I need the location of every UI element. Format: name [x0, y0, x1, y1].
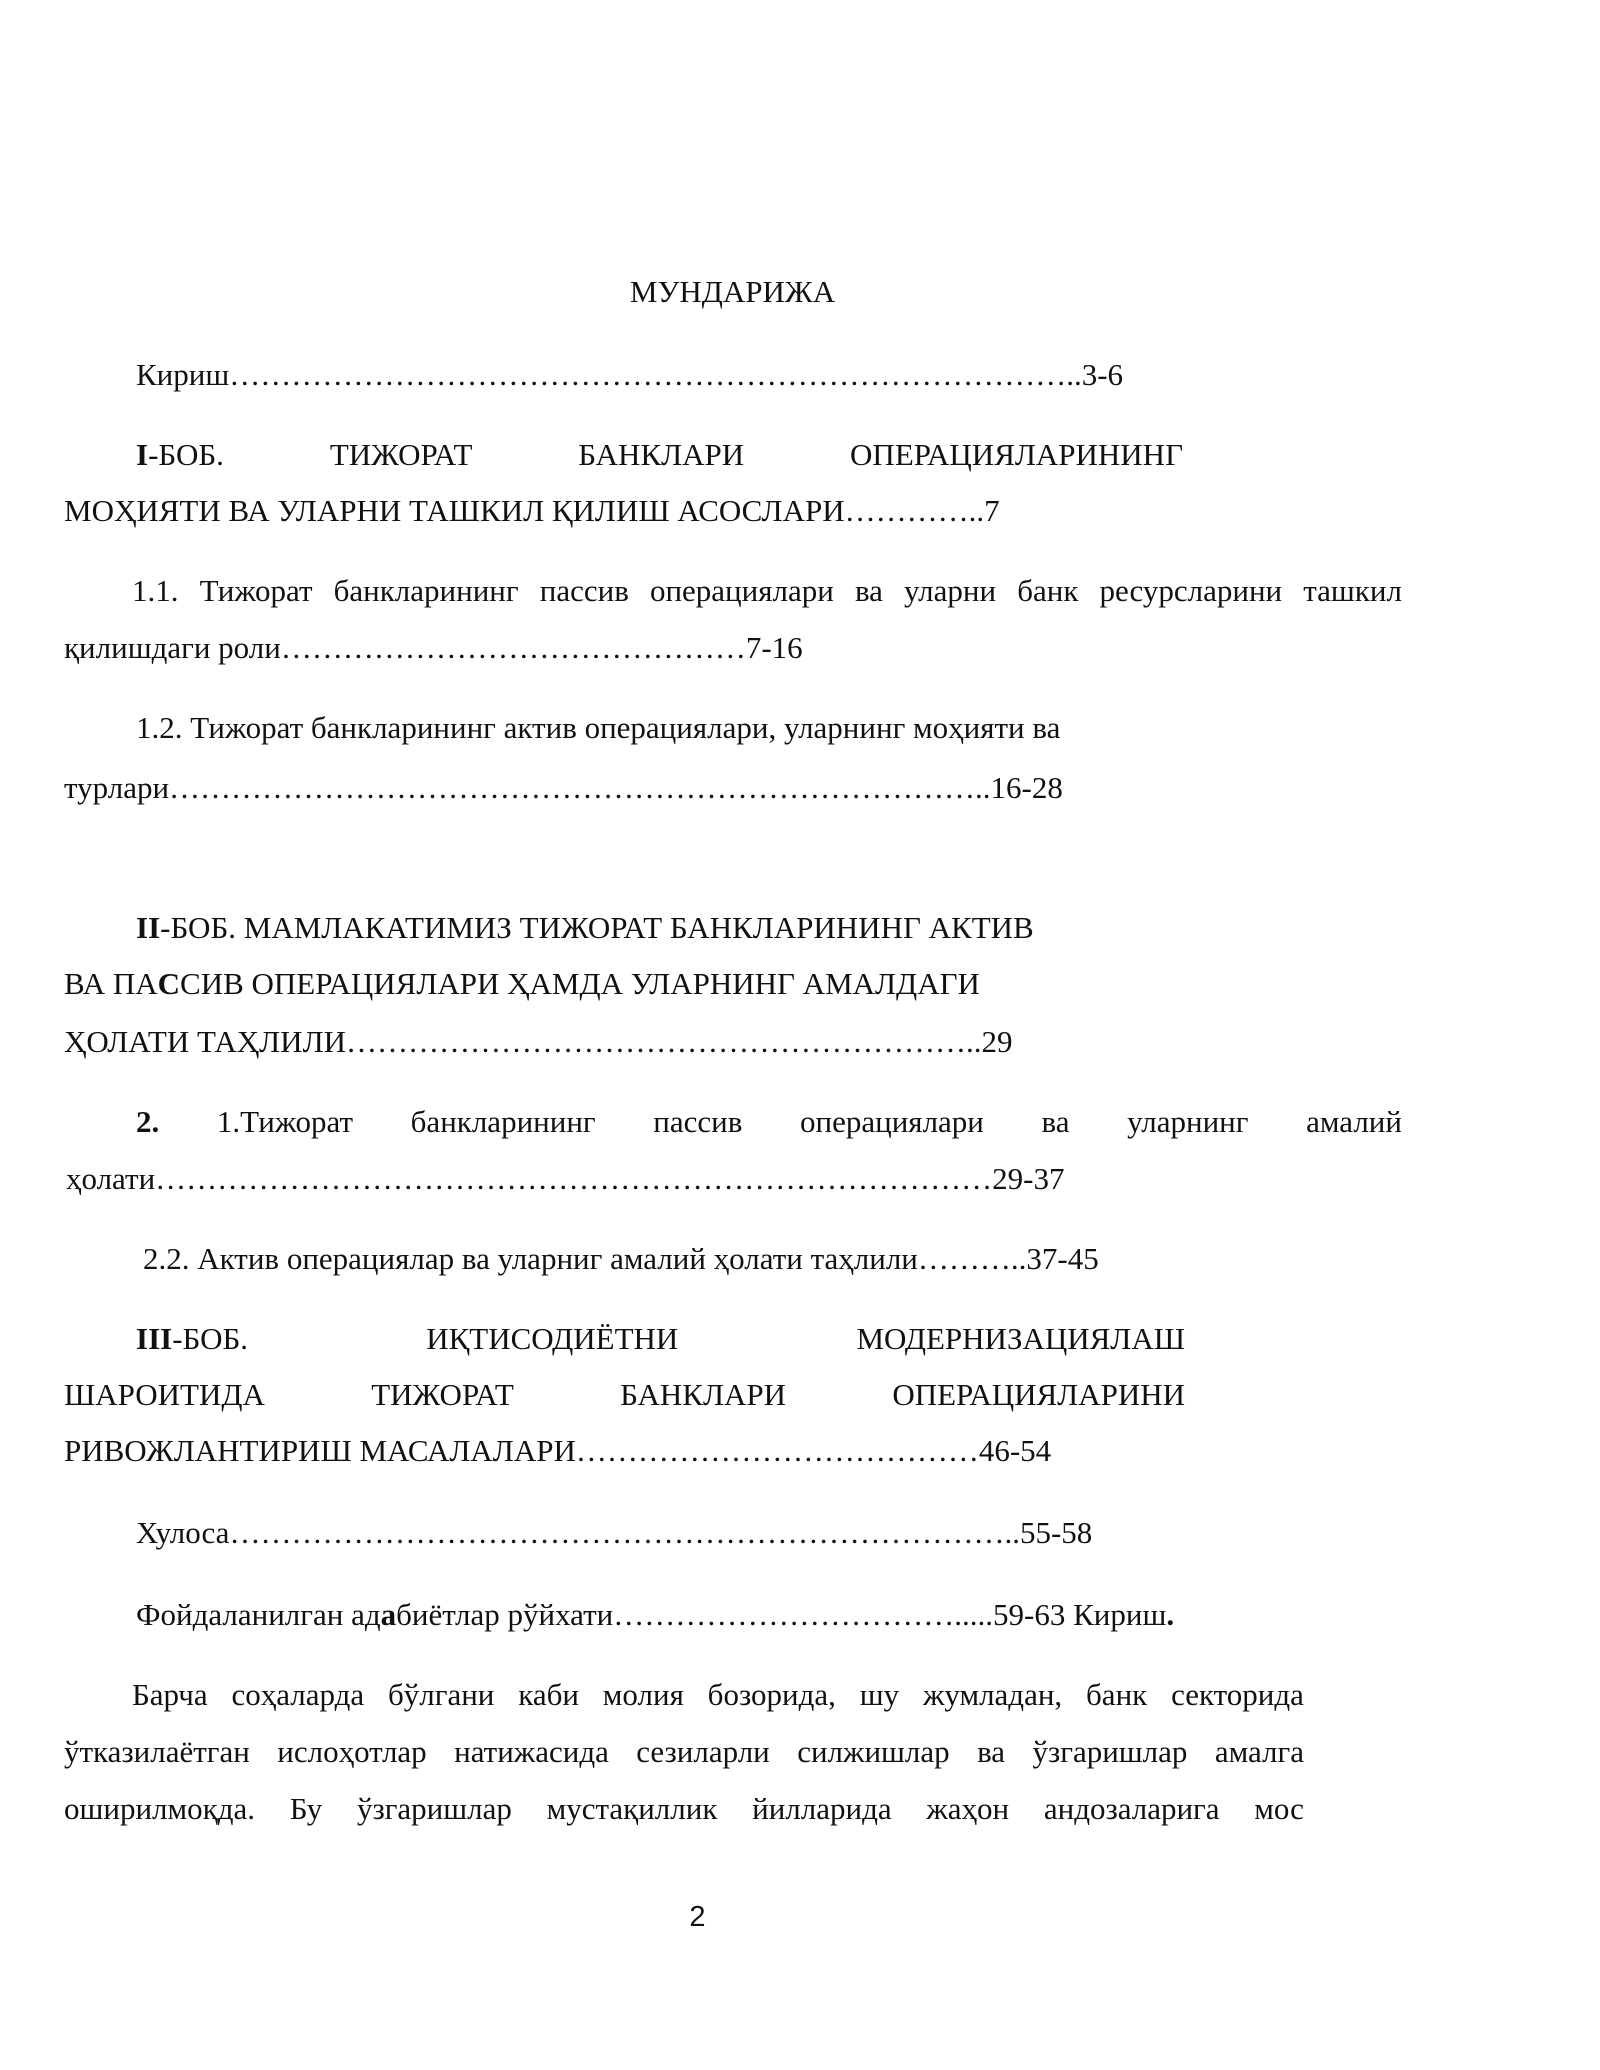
body-paragraph-line2: ўтказилаётган ислоҳотлар натижасида сезиларли силжишлар ва ўзгаришлар амалга	[64, 1734, 1304, 1769]
toc-entry-conclusion: Хулоса…………………………………………………………………..55-58	[136, 1515, 1093, 1550]
body-paragraph-line1: Барча соҳаларда бўлгани каби молия бозорида, шу жумладан, банк секторида	[132, 1677, 1304, 1712]
toc-section-1-2-line2: турлари……………………………………………………………………..16-28	[64, 770, 1063, 805]
toc-entry-references: Фойдаланилган адабиётлар рўйхати…………………………….....59-63 Кириш.	[136, 1597, 1175, 1632]
toc-chapter-2-line1: II-БОБ. МАМЛАКАТИМИЗ ТИЖОРАТ БАНКЛАРИНИНГ АКТИВ	[136, 910, 1034, 945]
chapter-2-number: II	[136, 910, 161, 945]
chapter-3-number: III	[136, 1321, 173, 1356]
toc-chapter-3-line3: РИВОЖЛАНТИРИШ МАСАЛАЛАРИ…………………………………46-54	[64, 1433, 1052, 1468]
section-2-number: 2.	[136, 1104, 160, 1139]
toc-entry-intro: Кириш………………………………………………………………………..3-6	[136, 357, 1124, 392]
toc-chapter-2-line2: ВА ПАССИВ ОПЕРАЦИЯЛАРИ ҲАМДА УЛАРНИНГ АМАЛДАГИ	[64, 966, 980, 1001]
toc-chapter-1-line1	[136, 439, 1183, 470]
toc-section-1-1-line1: 1.1. Тижорат банкларининг пассив операциялари ва уларни банк ресурсларини ташкил	[132, 573, 1402, 608]
toc-section-2-1-line2: ҳолати………………………………………………………………………29-37	[66, 1161, 1065, 1196]
body-paragraph-line3: оширилмоқда. Бу ўзгаришлар мустақиллик йилларида жаҳон андозаларига мос	[64, 1791, 1304, 1826]
page-number: 2	[689, 1901, 706, 1933]
toc-chapter-3-label: III-БОБ.	[136, 1321, 249, 1356]
toc-chapter-1-line2: МОҲИЯТИ ВА УЛАРНИ ТАШКИЛ ҚИЛИШ АСОСЛАРИ…………..7	[64, 493, 1000, 528]
toc-chapter-1-label: I-БОБ.	[136, 437, 224, 472]
toc-chapter-3-line1: III-БОБ. ИҚТИСОДИЁТНИ МОДЕРНИЗАЦИЯЛАШ	[136, 1321, 1185, 1356]
page-title: МУНДАРИЖА	[629, 274, 836, 309]
toc-word: БАНКЛАРИ	[578, 437, 745, 472]
toc-section-1-1-line2: қилишдаги роли………………………………………7-16	[64, 630, 803, 665]
toc-section-2-1-line1: 2. 1.Тижорат банкларининг пассив операциялари ва уларнинг амалий	[136, 1104, 1402, 1139]
toc-section-2-2: 2.2. Актив операциялар ва уларниг амалий ҳолати таҳлили………..37-45	[143, 1241, 1099, 1276]
toc-section-1-2-line1: 1.2. Тижорат банкларининг актив операциялари, уларнинг моҳияти ва	[136, 710, 1061, 745]
toc-chapter-2-line3: ҲОЛАТИ ТАҲЛИЛИ……………………………………………………..29	[64, 1024, 1013, 1059]
toc-chapter-3-line2: ШАРОИТИДА ТИЖОРАТ БАНКЛАРИ ОПЕРАЦИЯЛАРИНИ	[64, 1377, 1185, 1412]
toc-word: ОПЕРАЦИЯЛАРИНИНГ	[850, 437, 1183, 472]
toc-word: ТИЖОРАТ	[329, 437, 473, 472]
chapter-1-number: I	[136, 437, 149, 472]
